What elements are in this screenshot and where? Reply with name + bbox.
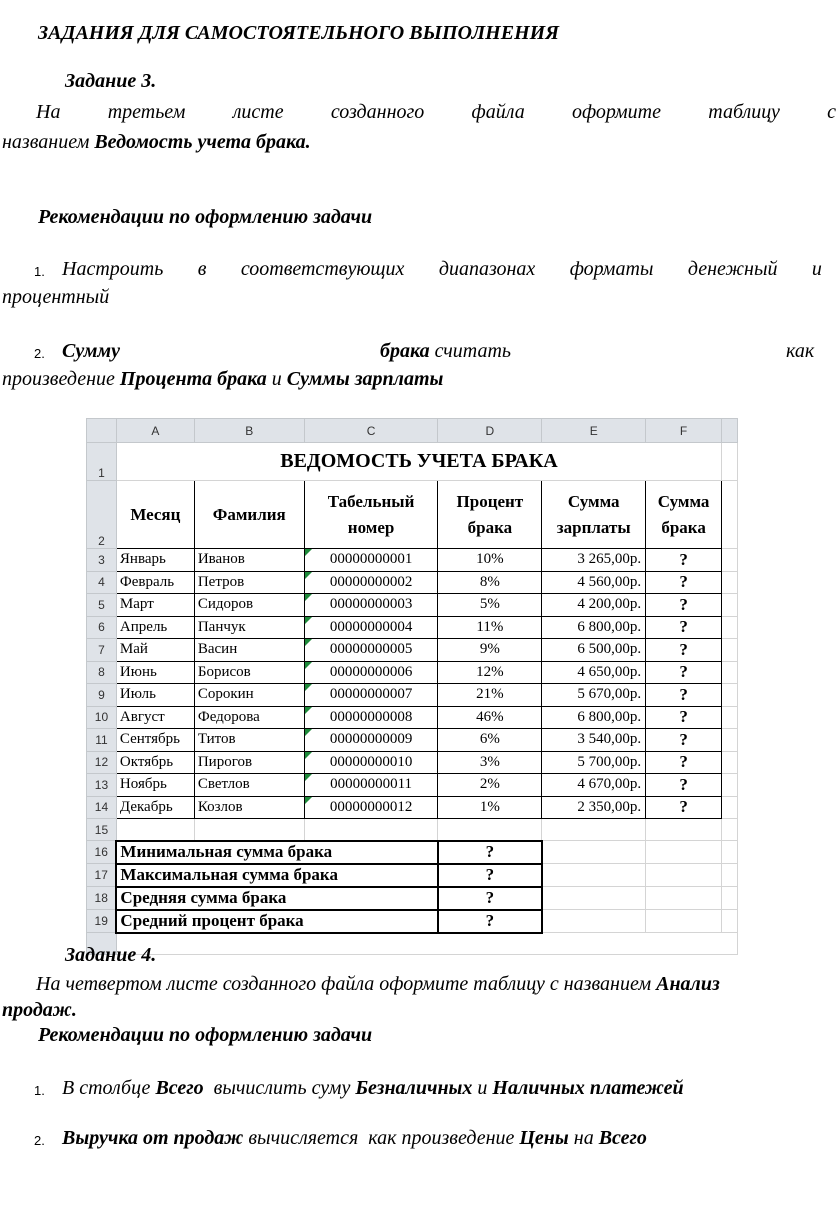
task3-item2-word4: как	[786, 340, 815, 362]
row-number: 17	[87, 864, 117, 887]
empty-cell	[722, 841, 738, 864]
tab-number-cell	[304, 616, 438, 639]
empty-cell	[722, 661, 738, 684]
row-number: 4	[87, 571, 117, 594]
salary-cell: 4 650,00р.	[542, 661, 646, 684]
empty-cell	[438, 819, 542, 841]
empty-cell	[722, 616, 738, 639]
empty-cell	[722, 910, 738, 933]
list-number: 1.	[34, 264, 45, 279]
row-number: 16	[87, 841, 117, 864]
table-row	[87, 571, 738, 594]
column-header-c: C	[304, 419, 438, 443]
summary-label: Минимальная сумма брака	[116, 841, 438, 864]
surname-cell: Сидоров	[194, 594, 304, 617]
tab-number-value: 00000000001	[329, 551, 413, 568]
table-row	[87, 796, 738, 819]
empty-cell	[646, 841, 722, 864]
task4-recommendations-title: Рекомендации по оформлению задачи	[38, 1024, 373, 1046]
empty-cell	[646, 819, 722, 841]
row-number: 14	[87, 796, 117, 819]
word: листе	[232, 101, 284, 123]
table-row	[87, 661, 738, 684]
empty-cell	[116, 819, 194, 841]
row-number: 8	[87, 661, 117, 684]
empty-cell	[646, 887, 722, 910]
empty-cell	[722, 549, 738, 572]
percent-cell: 1%	[438, 796, 542, 819]
task4-line2: продаж.	[2, 999, 77, 1021]
empty-cell	[722, 864, 738, 887]
task3-item2-words	[380, 340, 511, 363]
salary-cell: 5 700,00р.	[542, 751, 646, 774]
tab-number-value: 00000000011	[330, 776, 413, 793]
empty-cell	[194, 819, 304, 841]
column-header-f: F	[646, 419, 722, 443]
tab-number-cell	[304, 639, 438, 662]
tab-number-value: 00000000005	[329, 641, 413, 658]
corner-cell	[87, 419, 117, 443]
word: соответствующих	[240, 258, 405, 280]
text: Всего	[155, 1077, 204, 1099]
surname-cell: Петров	[194, 571, 304, 594]
salary-cell: 6 800,00р.	[542, 706, 646, 729]
empty-cell	[722, 443, 738, 481]
month-cell: Декабрь	[116, 796, 194, 819]
tab-number-value: 00000000007	[329, 686, 413, 703]
salary-cell: 6 500,00р.	[542, 639, 646, 662]
empty-cell	[722, 684, 738, 707]
tab-number-value: 00000000006	[329, 663, 413, 680]
text: произведение	[2, 368, 120, 390]
row-number: 12	[87, 751, 117, 774]
text: Наличных платежей	[492, 1077, 684, 1099]
row-number: 10	[87, 706, 117, 729]
text: на	[568, 1127, 599, 1149]
column-header-a: A	[116, 419, 194, 443]
percent-cell: 8%	[438, 571, 542, 594]
defect-sum-cell: ?	[646, 616, 722, 639]
tab-number-value: 00000000009	[329, 731, 413, 748]
month-cell: Октябрь	[116, 751, 194, 774]
empty-cell	[304, 819, 438, 841]
defect-sum-cell: ?	[646, 751, 722, 774]
word: форматы	[569, 258, 654, 280]
row-number: 6	[87, 616, 117, 639]
word: с	[827, 101, 836, 123]
tab-number-value: 00000000003	[329, 596, 413, 613]
summary-rows	[87, 841, 738, 933]
row-number: 7	[87, 639, 117, 662]
defect-sum-cell: ?	[646, 594, 722, 617]
text: Цены	[519, 1127, 569, 1149]
empty-cell	[722, 796, 738, 819]
empty-cell	[722, 751, 738, 774]
empty-cell	[646, 910, 722, 933]
month-cell: Ноябрь	[116, 774, 194, 797]
text: На четвертом листе созданного файла оформите таблицу с названием	[36, 973, 657, 995]
empty-cell	[722, 571, 738, 594]
tab-number-value: 00000000002	[329, 573, 413, 590]
salary-cell: 6 800,00р.	[542, 616, 646, 639]
percent-cell: 6%	[438, 729, 542, 752]
empty-cell	[722, 729, 738, 752]
empty-cell	[722, 887, 738, 910]
list-number: 1.	[34, 1083, 45, 1098]
tab-number-cell	[304, 706, 438, 729]
defect-sum-cell: ?	[646, 706, 722, 729]
tab-number-cell	[304, 549, 438, 572]
task4-item2	[62, 1127, 647, 1150]
tab-number-cell	[304, 751, 438, 774]
header-salary: Сумма зарплаты	[542, 481, 646, 549]
summary-row	[87, 864, 738, 887]
surname-cell: Козлов	[194, 796, 304, 819]
surname-cell: Васин	[194, 639, 304, 662]
text: В столбце	[62, 1077, 156, 1099]
word: в	[197, 258, 207, 280]
surname-cell: Сорокин	[194, 684, 304, 707]
percent-cell: 9%	[438, 639, 542, 662]
empty-cell	[722, 706, 738, 729]
tab-number-value: 00000000012	[329, 798, 413, 815]
row-number: 9	[87, 684, 117, 707]
word: файла	[471, 101, 525, 123]
row-number: 11	[87, 729, 117, 752]
empty-cell	[542, 819, 646, 841]
salary-cell: 3 540,00р.	[542, 729, 646, 752]
text: Безналичных	[355, 1077, 473, 1099]
percent-cell: 46%	[438, 706, 542, 729]
defect-sum-cell: ?	[646, 729, 722, 752]
task4-item1	[62, 1077, 684, 1100]
empty-cell	[542, 864, 646, 887]
page-heading: ЗАДАНИЯ ДЛЯ САМОСТОЯТЕЛЬНОГО ВЫПОЛНЕНИЯ	[38, 22, 559, 44]
table-row	[87, 706, 738, 729]
month-cell: Август	[116, 706, 194, 729]
word: оформите	[571, 101, 661, 123]
table-row	[87, 751, 738, 774]
tab-number-value: 00000000008	[329, 708, 413, 725]
header-defect-sum: Сумма брака	[646, 481, 722, 549]
word: таблицу	[708, 101, 780, 123]
task3-title: Задание 3.	[65, 70, 157, 92]
header-month: Месяц	[116, 481, 194, 549]
spreadsheet-grid	[86, 418, 738, 955]
word: диапазонах	[438, 258, 536, 280]
salary-cell: 3 265,00р.	[542, 549, 646, 572]
table-row	[87, 684, 738, 707]
column-header-g	[722, 419, 738, 443]
table-row	[87, 774, 738, 797]
text: названием	[2, 131, 95, 153]
header-defect-percent: Процент брака	[438, 481, 542, 549]
month-cell: Май	[116, 639, 194, 662]
word: Настроить	[62, 258, 164, 280]
surname-cell: Иванов	[194, 549, 304, 572]
surname-cell: Борисов	[194, 661, 304, 684]
tab-number-cell	[304, 774, 438, 797]
word: считать	[429, 340, 512, 362]
task3-item2-word1: Сумму	[62, 340, 120, 362]
word: На	[36, 101, 61, 123]
empty-cell	[116, 933, 737, 955]
summary-value: ?	[438, 910, 542, 933]
header-tab-number: Табельный номер	[304, 481, 438, 549]
summary-row	[87, 910, 738, 933]
word: третьем	[107, 101, 186, 123]
word: созданного	[330, 101, 425, 123]
row-number: 1	[87, 443, 117, 481]
table-row	[87, 594, 738, 617]
list-number: 2.	[34, 346, 45, 361]
percent-cell: 5%	[438, 594, 542, 617]
summary-row	[87, 887, 738, 910]
defect-sum-cell: ?	[646, 639, 722, 662]
empty-cell	[722, 594, 738, 617]
text: вычислить суму	[203, 1077, 356, 1099]
summary-label: Максимальная сумма брака	[116, 864, 438, 887]
defect-sum-cell: ?	[646, 661, 722, 684]
column-header-b: B	[194, 419, 304, 443]
table-row	[87, 549, 738, 572]
percent-cell: 2%	[438, 774, 542, 797]
salary-cell: 4 200,00р.	[542, 594, 646, 617]
word: и	[811, 258, 822, 280]
text: Выручка от продаж	[62, 1127, 244, 1149]
header-surname: Фамилия	[194, 481, 304, 549]
month-cell: Сентябрь	[116, 729, 194, 752]
summary-label: Средняя сумма брака	[116, 887, 438, 910]
tab-number-cell	[304, 661, 438, 684]
surname-cell: Титов	[194, 729, 304, 752]
percent-cell: 12%	[438, 661, 542, 684]
salary-cell: 4 670,00р.	[542, 774, 646, 797]
empty-cell	[722, 481, 738, 549]
task4-title: Задание 4.	[65, 944, 157, 966]
task3-recommendations-title: Рекомендации по оформлению задачи	[38, 206, 373, 228]
percent-cell: 3%	[438, 751, 542, 774]
summary-label: Средний процент брака	[116, 910, 438, 933]
column-header-e: E	[542, 419, 646, 443]
surname-cell: Пирогов	[194, 751, 304, 774]
column-header-d: D	[438, 419, 542, 443]
task3-item1-line1	[62, 258, 822, 281]
month-cell: Январь	[116, 549, 194, 572]
row-number: 2	[87, 481, 117, 549]
task3-item1-line2: процентный	[2, 286, 110, 308]
row-number: 5	[87, 594, 117, 617]
summary-value: ?	[438, 864, 542, 887]
tab-number-cell	[304, 796, 438, 819]
table-row	[87, 639, 738, 662]
list-number: 2.	[34, 1133, 45, 1148]
word: денежный	[687, 258, 778, 280]
task3-line2	[2, 131, 311, 154]
task3-line1	[36, 101, 836, 124]
empty-cell	[722, 774, 738, 797]
text: Суммы зарплаты	[286, 368, 444, 390]
table-name: Ведомость учета брака.	[94, 131, 311, 153]
month-cell: Март	[116, 594, 194, 617]
text: вычисляется как произведение	[243, 1127, 520, 1149]
defect-sum-cell: ?	[646, 796, 722, 819]
table-row	[87, 616, 738, 639]
text: Всего	[598, 1127, 647, 1149]
tab-number-cell	[304, 571, 438, 594]
defect-sum-cell: ?	[646, 549, 722, 572]
month-cell: Апрель	[116, 616, 194, 639]
row-number: 15	[87, 819, 117, 841]
percent-cell: 10%	[438, 549, 542, 572]
defect-sum-cell: ?	[646, 684, 722, 707]
tab-number-value: 00000000010	[329, 753, 413, 770]
defect-sum-cell: ?	[646, 774, 722, 797]
text: и	[266, 368, 287, 390]
summary-row	[87, 841, 738, 864]
empty-cell	[542, 910, 646, 933]
text: Анализ	[656, 973, 720, 995]
data-rows	[87, 549, 738, 819]
table-row	[87, 729, 738, 752]
empty-cell	[646, 864, 722, 887]
task4-line1	[36, 973, 720, 996]
month-cell: Июль	[116, 684, 194, 707]
row-number: 19	[87, 910, 117, 933]
month-cell: Февраль	[116, 571, 194, 594]
surname-cell: Панчук	[194, 616, 304, 639]
empty-cell	[542, 841, 646, 864]
salary-cell: 2 350,00р.	[542, 796, 646, 819]
salary-cell: 4 560,00р.	[542, 571, 646, 594]
text: Процента брака	[119, 368, 267, 390]
percent-cell: 21%	[438, 684, 542, 707]
task3-item2-line2	[2, 368, 443, 391]
percent-cell: 11%	[438, 616, 542, 639]
tab-number-value: 00000000004	[329, 618, 413, 635]
defect-sum-cell: ?	[646, 571, 722, 594]
tab-number-cell	[304, 594, 438, 617]
empty-cell	[542, 887, 646, 910]
word: брака	[380, 340, 430, 362]
surname-cell: Светлов	[194, 774, 304, 797]
row-number: 13	[87, 774, 117, 797]
empty-cell	[722, 819, 738, 841]
sheet-title: ВЕДОМОСТЬ УЧЕТА БРАКА	[116, 443, 721, 481]
month-cell: Июнь	[116, 661, 194, 684]
spreadsheet	[86, 418, 738, 940]
tab-number-cell	[304, 684, 438, 707]
salary-cell: 5 670,00р.	[542, 684, 646, 707]
text: и	[472, 1077, 493, 1099]
row-number: 18	[87, 887, 117, 910]
surname-cell: Федорова	[194, 706, 304, 729]
empty-cell	[722, 639, 738, 662]
tab-number-cell	[304, 729, 438, 752]
summary-value: ?	[438, 841, 542, 864]
summary-value: ?	[438, 887, 542, 910]
row-number: 3	[87, 549, 117, 572]
